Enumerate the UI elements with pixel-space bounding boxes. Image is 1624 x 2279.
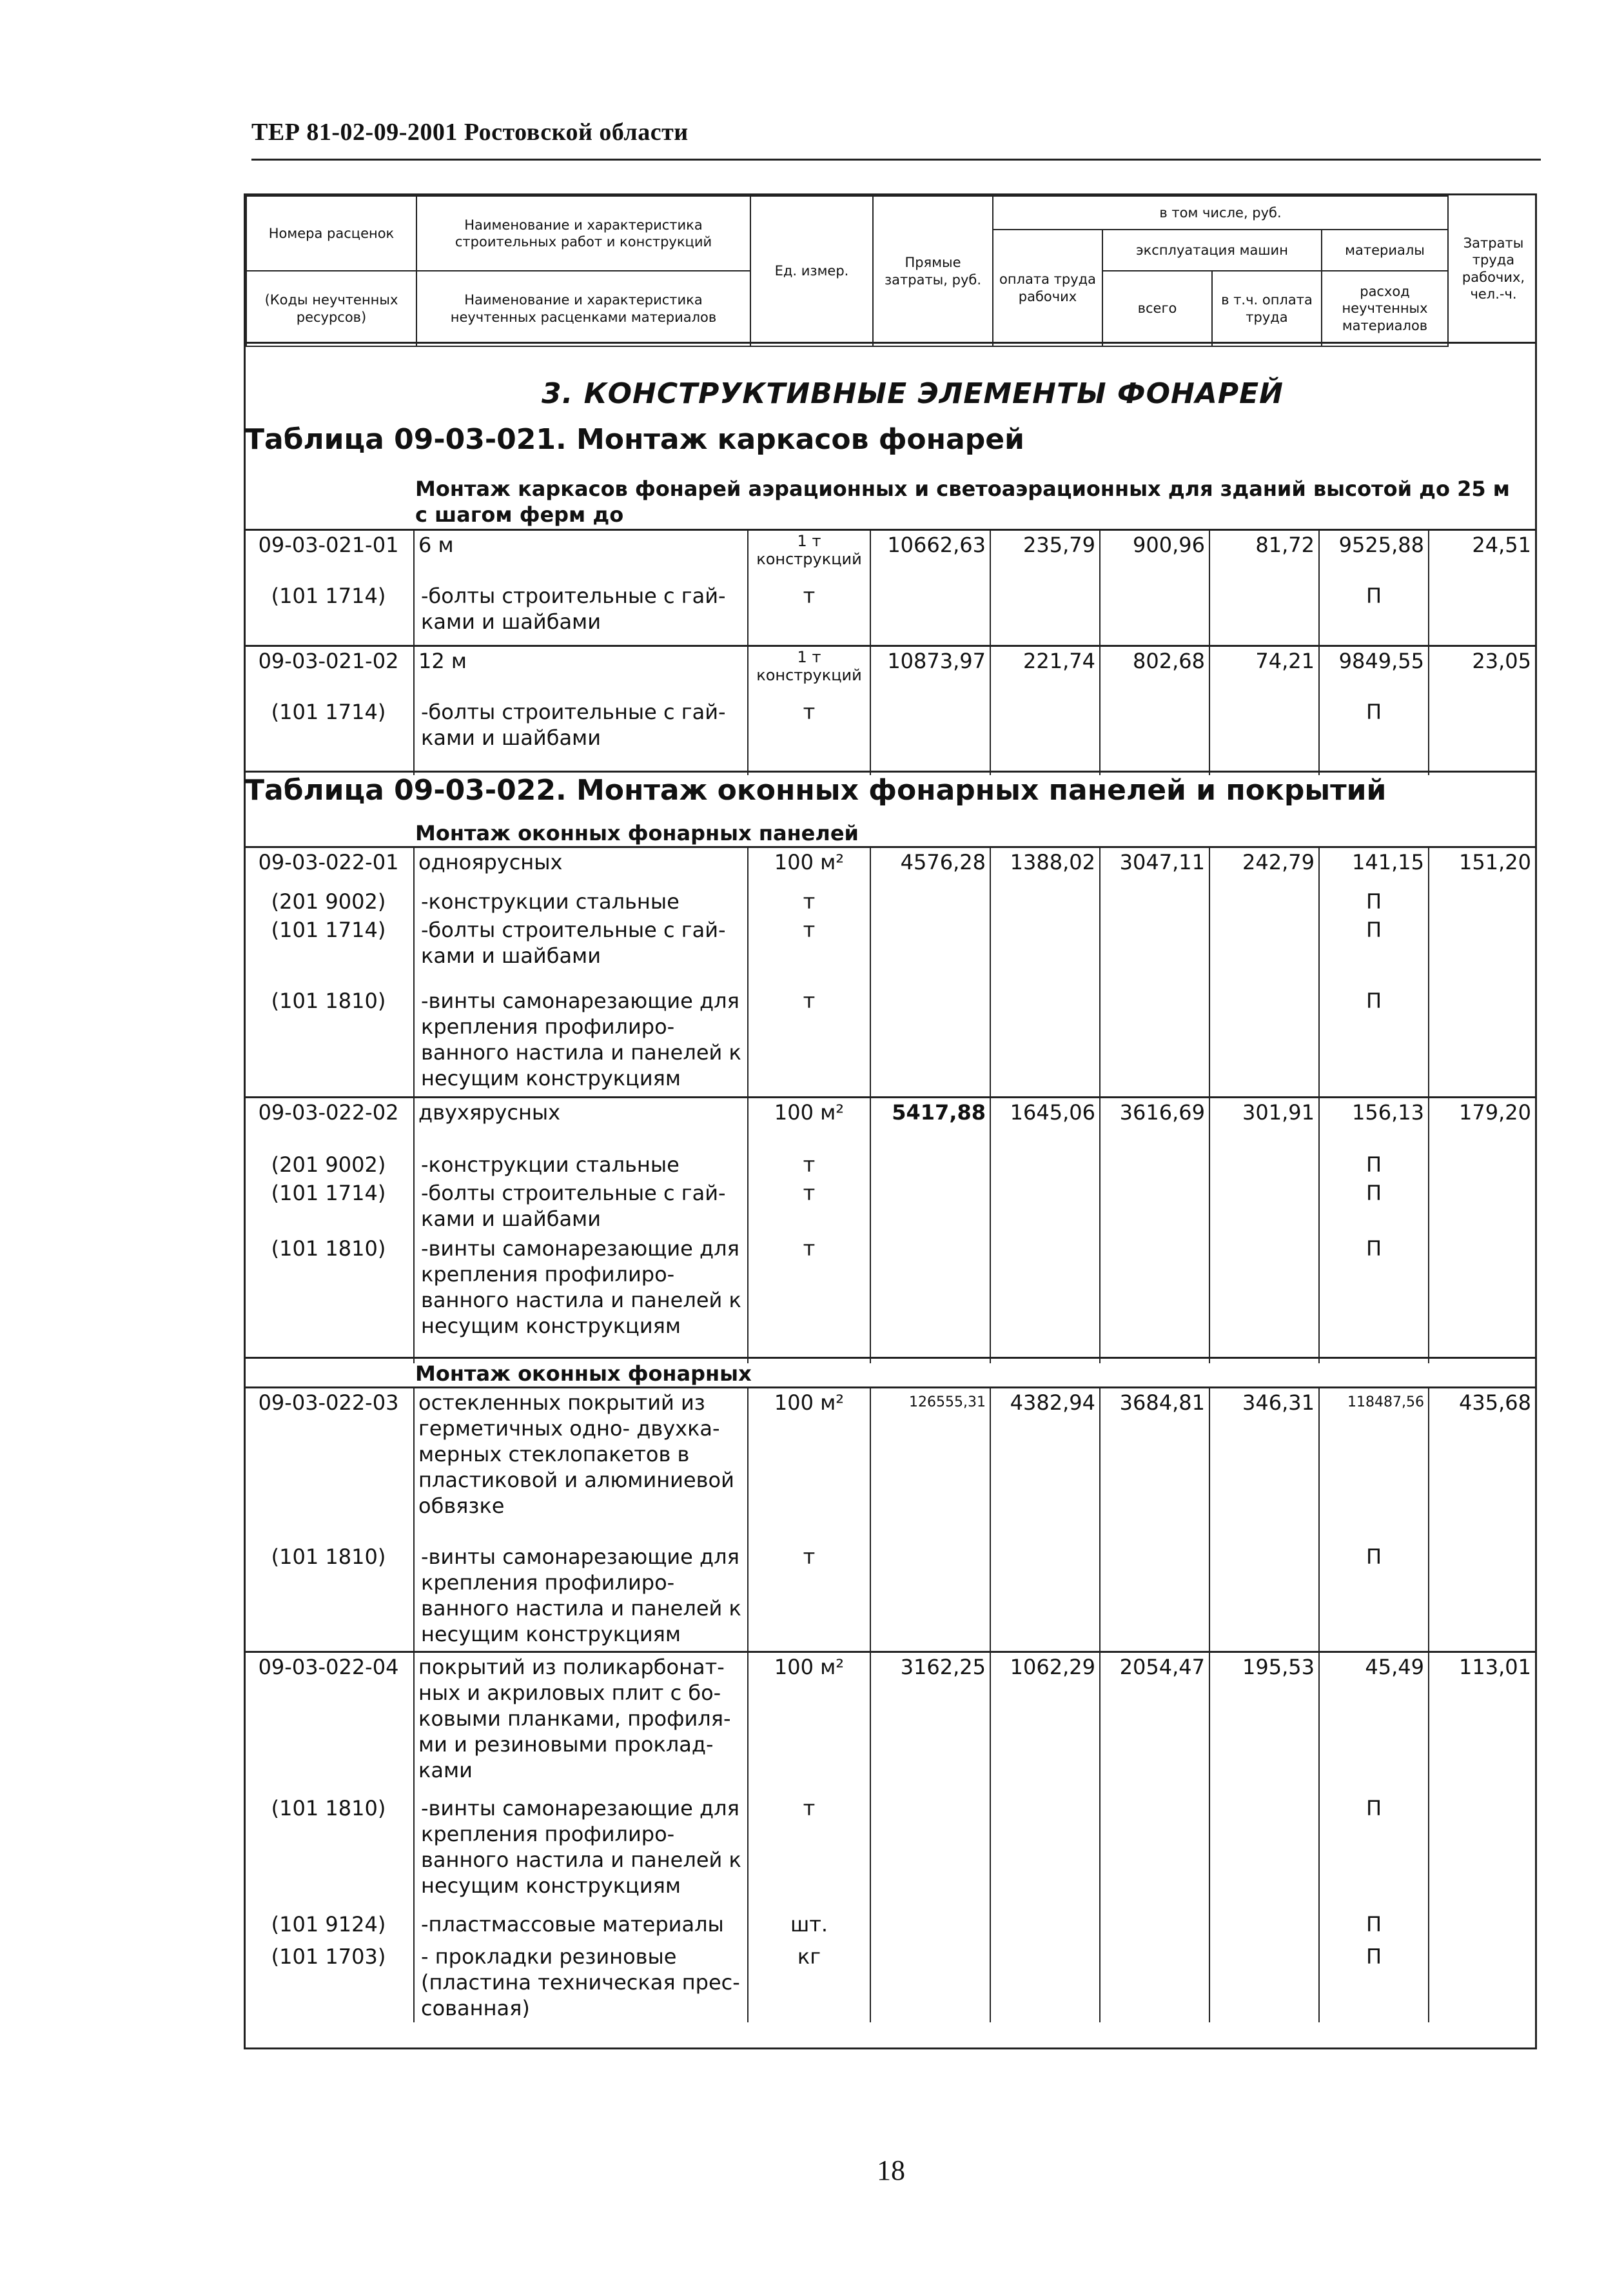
header-mat-use: расход неучтенных материалов bbox=[1322, 271, 1448, 346]
table-row: (101 1714) -болты строительные с гай-ками и шайбами т П bbox=[244, 582, 1535, 646]
group-title: Монтаж каркасов фонарей аэрационных и светоаэрационных для зданий высотой до 25 м с шагом ферм до bbox=[415, 477, 1510, 527]
table-row: (201 9002) -конструкции стальные т П bbox=[244, 1150, 1535, 1179]
header-name-res: Наименование и характеристика неучтенных расценками материалов bbox=[416, 271, 750, 346]
table-row: (101 1810) -винты самонарезающие для крепления профилиро-ванного настила и панелей к несущим конструкциям т П bbox=[244, 1794, 1535, 1910]
title-rule bbox=[251, 159, 1541, 161]
header-mach-total: всего bbox=[1102, 271, 1212, 346]
table-title: Таблица 09-03-021. Монтаж каркасов фонарей bbox=[245, 423, 1024, 456]
divider bbox=[244, 1357, 1537, 1359]
rates-table-1 bbox=[244, 529, 1535, 775]
table-row: 09-03-022-03 остекленных покрытий из герметичных одно- двухка-мерных стеклопакетов в пластиковой и алюминиевой обвязке 100 м² 126555,31 4382,94 3684,81 346,31 118487,56 435,68 bbox=[244, 1388, 1535, 1543]
group-title: Монтаж оконных фонарных панелей bbox=[415, 821, 859, 845]
table-row: (101 1714) -болты строительные с гай-ками и шайбами т П bbox=[244, 698, 1535, 775]
rates-table-3 bbox=[244, 1386, 1535, 2022]
group-title: Монтаж оконных фонарных bbox=[415, 1361, 752, 1386]
header-mach-wage: в т.ч. оплата труда bbox=[1212, 271, 1322, 346]
table-row: (101 1714) -болты строительные с гай-ками и шайбами т П bbox=[244, 1179, 1535, 1234]
header-labor: Затраты труда рабочих, чел.-ч. bbox=[1462, 235, 1525, 302]
table-row: (101 1714) -болты строительные с гай-ками и шайбами т П bbox=[244, 916, 1535, 987]
table-row: (101 9124) -пластмассовые материалы шт. П bbox=[244, 1910, 1535, 1942]
table-header bbox=[244, 193, 1537, 344]
header-unit: Ед. измер. bbox=[750, 196, 873, 346]
table-row: 09-03-021-01 6 м 1 т конструкций 10662,63 235,79 900,96 81,72 9525,88 24,51 bbox=[244, 530, 1535, 582]
header-wage: оплата труда рабочих bbox=[993, 230, 1102, 346]
table-row: (101 1810) -винты самонарезающие для крепления профилиро-ванного настила и панелей к несущим конструкциям т П bbox=[244, 1543, 1535, 1652]
page-number: 18 bbox=[877, 2155, 905, 2186]
table-row: 09-03-021-02 12 м 1 т конструкций 10873,97 221,74 802,68 74,21 9849,55 23,05 bbox=[244, 646, 1535, 698]
table-row: (201 9002) -конструкции стальные т П bbox=[244, 887, 1535, 916]
table-row: 09-03-022-01 одноярусных 100 м² 4576,28 1388,02 3047,11 242,79 141,15 151,20 bbox=[244, 847, 1535, 887]
section-title: 3. КОНСТРУКТИВНЫЕ ЭЛЕМЕНТЫ ФОНАРЕЙ bbox=[542, 377, 1284, 410]
table-row: (101 1703) - прокладки резиновые (пластина техническая прес-сованная) кг П bbox=[244, 1942, 1535, 2022]
table-row: (101 1810) -винты самонарезающие для крепления профилиро-ванного настила и панелей к несущим конструкциям т П bbox=[244, 987, 1535, 1098]
table-row: 09-03-022-02 двухярусных 100 м² 5417,88 1645,06 3616,69 301,91 156,13 179,20 bbox=[244, 1098, 1535, 1150]
header-direct: Прямые затраты, руб. bbox=[873, 196, 993, 346]
header-materials: материалы bbox=[1322, 230, 1448, 271]
document-title: ТЕР 81-02-09-2001 Ростовской области bbox=[251, 119, 689, 146]
header-codes: (Коды неучтенных ресурсов) bbox=[246, 271, 416, 346]
table-row: 09-03-022-04 покрытий из поликарбонат-ных и акриловых плит с бо-ковыми планками, профиля-ми и резиновыми проклад-ками 100 м² 3162,25 1062,29 2054,47 195,53 45,49 113,01 bbox=[244, 1652, 1535, 1794]
header-incl: в том числе, руб. bbox=[993, 196, 1448, 230]
header-numbers: Номера расценок bbox=[246, 196, 416, 271]
header-name: Наименование и характеристика строительных работ и конструкций bbox=[416, 196, 750, 271]
divider bbox=[244, 771, 1537, 773]
table-title: Таблица 09-03-022. Монтаж оконных фонарных панелей и покрытий bbox=[245, 774, 1387, 807]
rates-table-2 bbox=[244, 846, 1535, 1363]
header-machines: эксплуатация машин bbox=[1102, 230, 1322, 271]
table-row: (101 1810) -винты самонарезающие для крепления профилиро-ванного настила и панелей к несущим конструкциям т П bbox=[244, 1234, 1535, 1363]
